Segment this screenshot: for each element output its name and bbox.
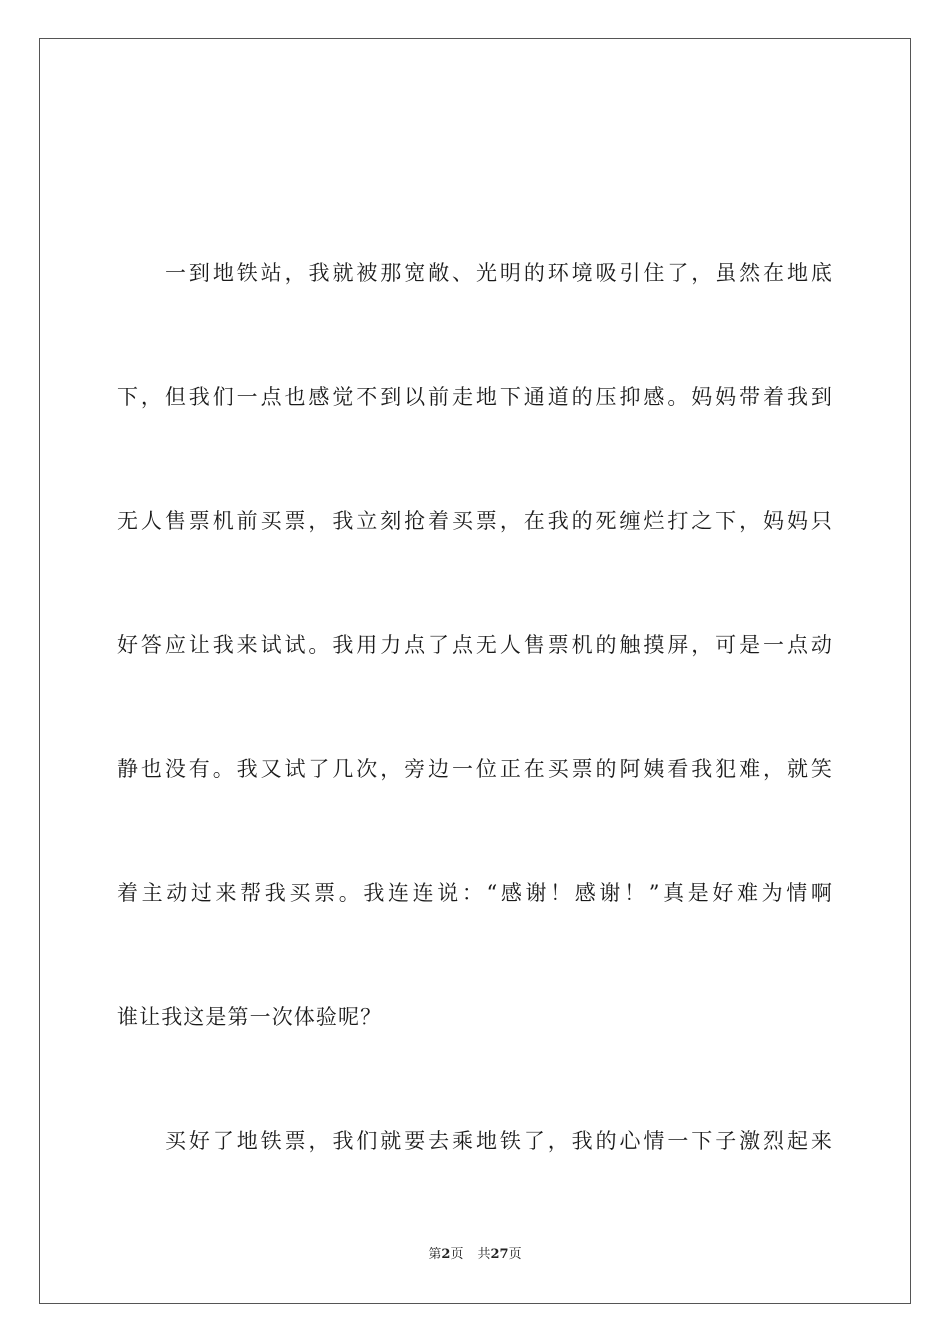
paragraph-1-line-4: 好答应让我来试试。我用力点了点无人售票机的触摸屏，可是一点动 [117, 633, 833, 657]
paragraph-1-line-5: 静也没有。我又试了几次，旁边一位正在买票的阿姨看我犯难，就笑 [117, 757, 833, 781]
total-label-prefix: 共 [477, 1247, 491, 1262]
page-label-prefix: 第 [428, 1247, 442, 1262]
paragraph-2-line-1: 买好了地铁票，我们就要去乘地铁了，我的心情一下子激烈起来 [165, 1129, 833, 1153]
current-page-number: 2 [441, 1247, 451, 1262]
page-label-suffix: 页 [450, 1247, 464, 1262]
paragraph-1-line-2: 下，但我们一点也感觉不到以前走地下通道的压抑感。妈妈带着我到 [117, 385, 833, 409]
page-border [39, 38, 911, 1304]
paragraph-1-line-3: 无人售票机前买票，我立刻抢着买票，在我的死缠烂打之下，妈妈只 [117, 509, 833, 533]
total-page-count: 27 [490, 1247, 509, 1262]
paragraph-1-line-7: 谁让我这是第一次体验呢？ [117, 1005, 383, 1029]
paragraph-1-line-6: 着主动过来帮我买票。我连连说：“感谢！感谢！”真是好难为情啊 [117, 881, 833, 905]
paragraph-1-line-1: 一到地铁站，我就被那宽敞、光明的环境吸引住了，虽然在地底 [165, 261, 833, 285]
total-label-suffix: 页 [508, 1247, 522, 1262]
page-footer [0, 1246, 950, 1264]
